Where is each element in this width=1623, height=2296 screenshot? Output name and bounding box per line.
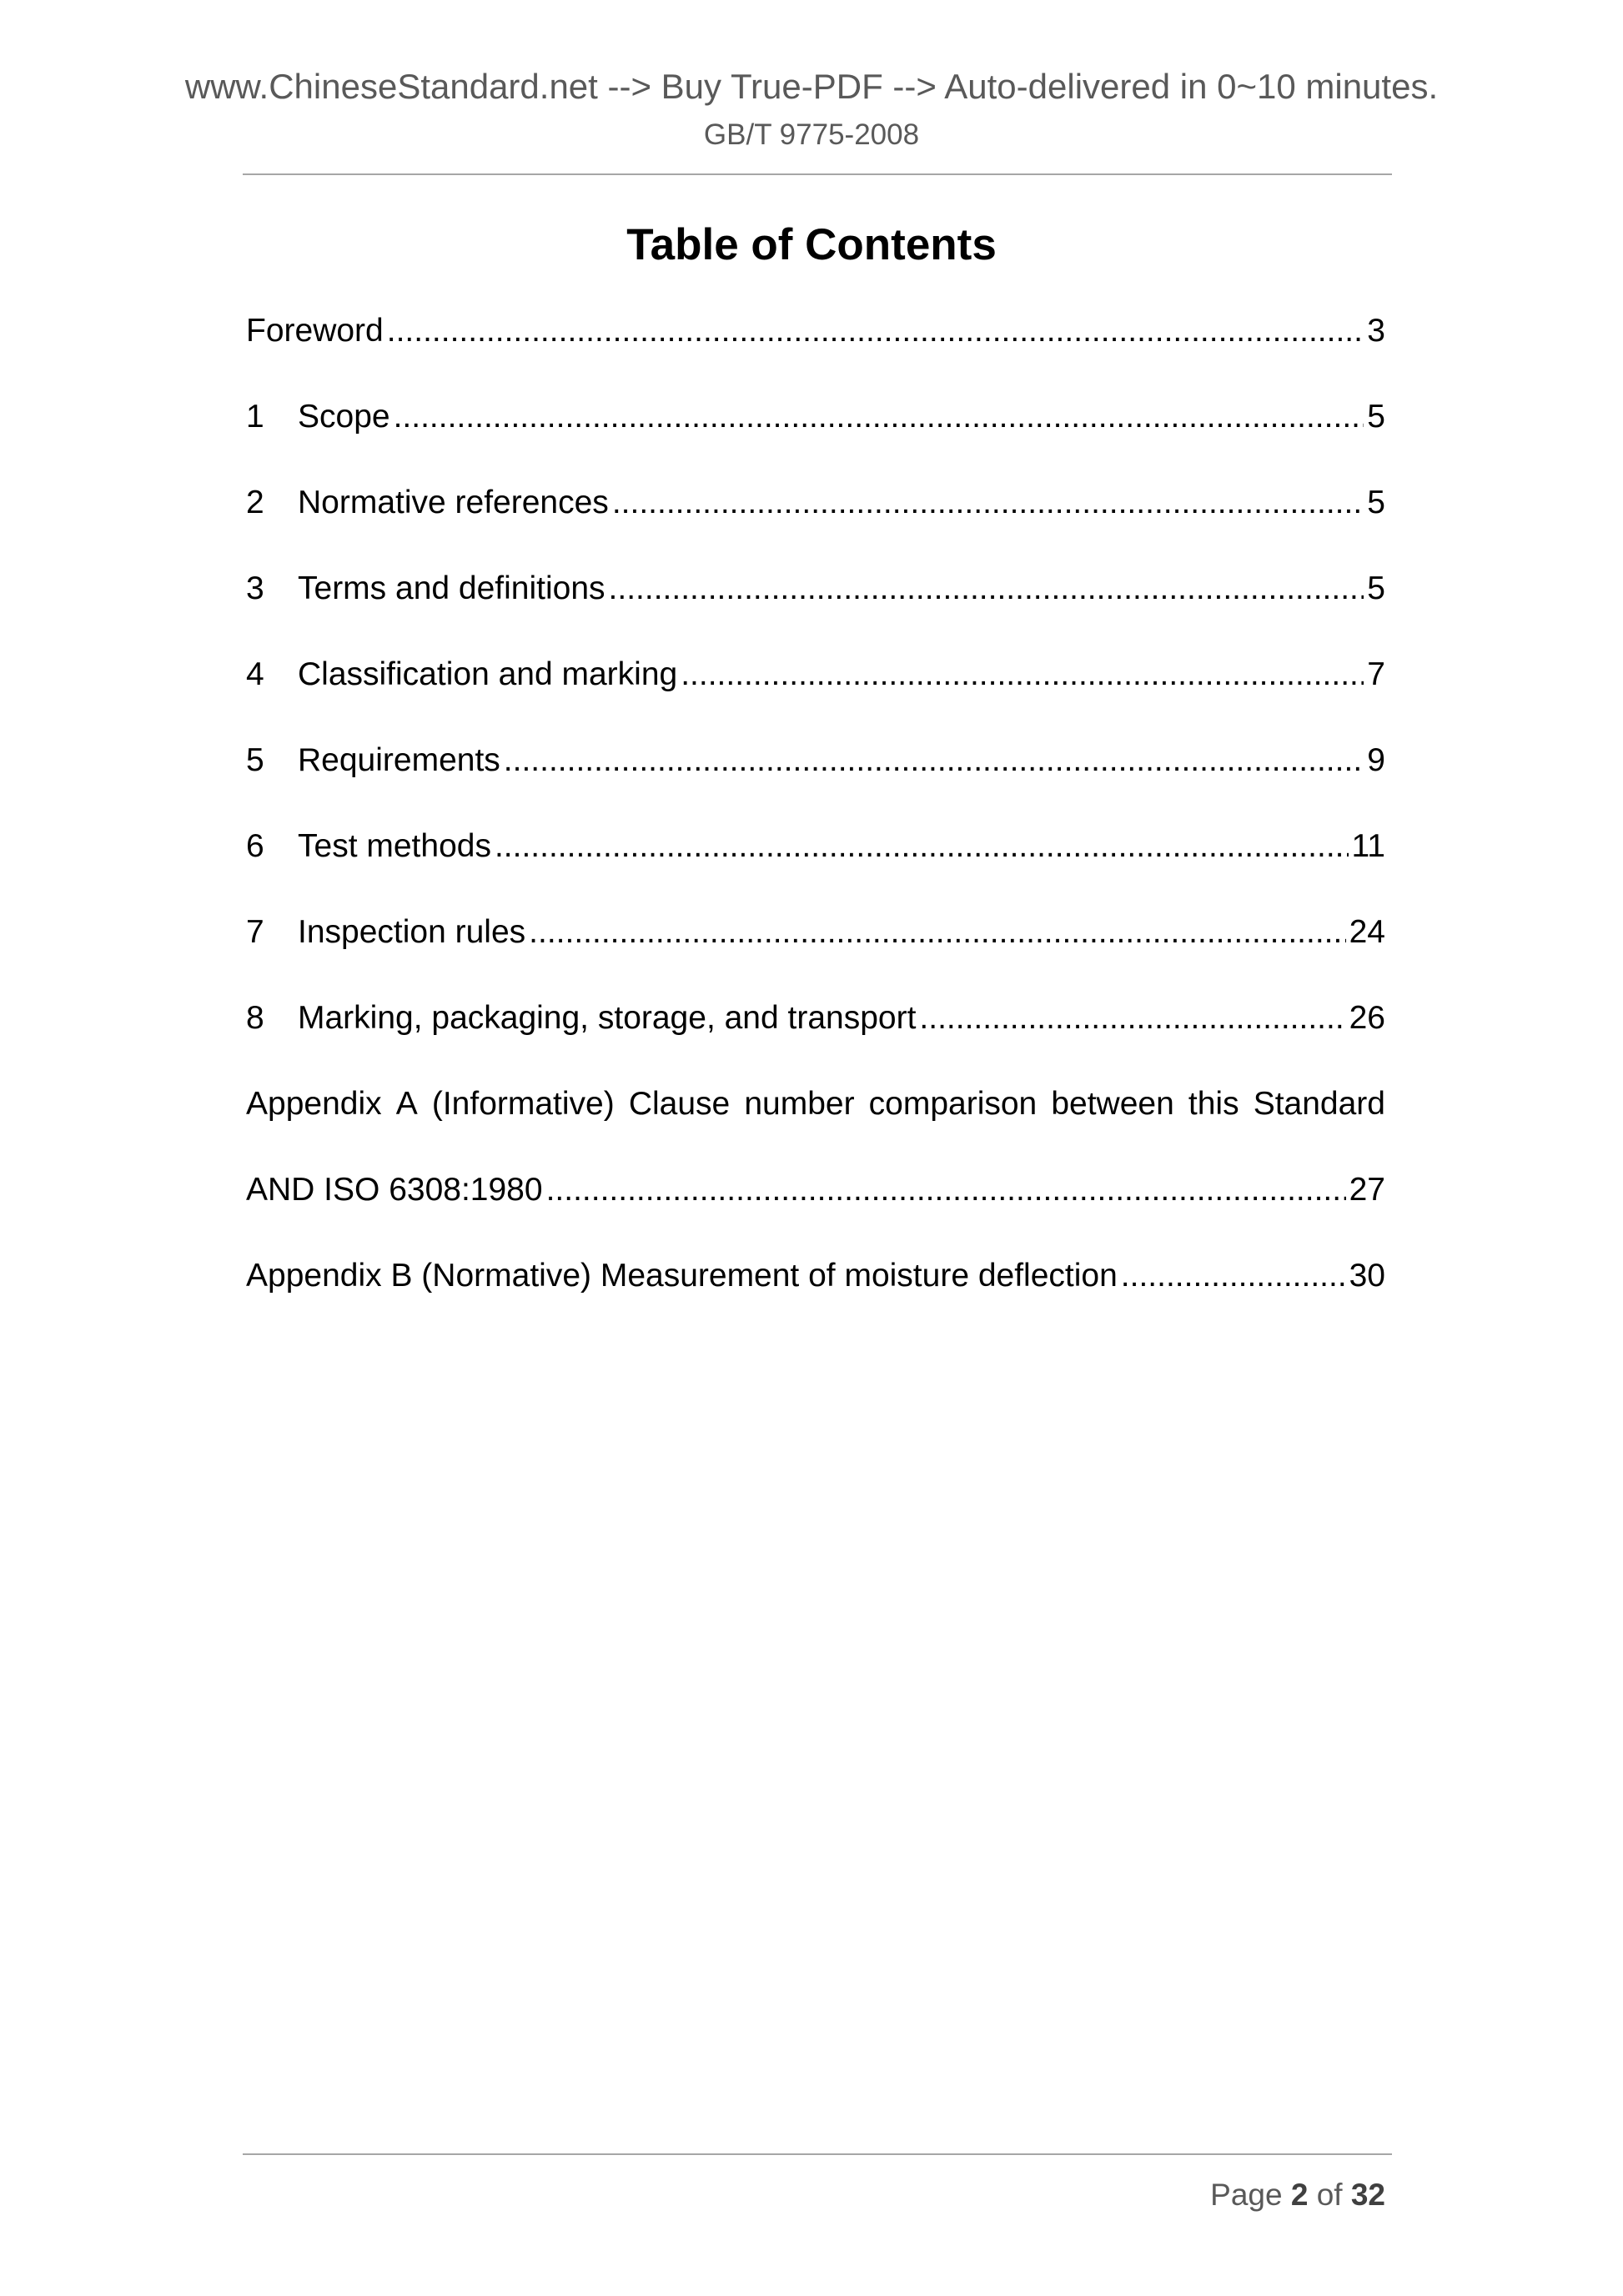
toc-entry-marking-packaging[interactable] — [246, 992, 1385, 1078]
toc-word: Clause — [628, 1086, 731, 1122]
toc-leader-dots — [612, 476, 1364, 530]
table-of-contents — [246, 304, 1385, 1335]
footer-divider — [243, 2153, 1392, 2155]
toc-leader-dots — [387, 304, 1364, 358]
toc-entry-appendix-a-continued[interactable] — [246, 1163, 1385, 1249]
toc-leader-dots — [681, 648, 1364, 701]
toc-entry-label: Normative references — [298, 485, 609, 520]
toc-word: between — [1051, 1086, 1174, 1122]
toc-entry-page: 30 — [1349, 1258, 1385, 1294]
toc-entry-terms-and-definitions[interactable] — [246, 562, 1385, 648]
toc-entry-scope[interactable] — [246, 390, 1385, 476]
toc-word: A — [395, 1086, 418, 1122]
page-current: 2 — [1290, 2178, 1309, 2212]
toc-entry-label: Inspection rules — [298, 914, 526, 950]
toc-entry-number: 2 — [246, 485, 264, 520]
page-total: 32 — [1350, 2178, 1385, 2212]
toc-entry-label: Terms and definitions — [298, 570, 605, 606]
toc-entry-label: AND ISO 6308:1980 — [246, 1172, 543, 1208]
toc-entry-appendix-a[interactable] — [246, 1078, 1385, 1163]
toc-entry-page: 24 — [1349, 914, 1385, 950]
toc-entry-number: 7 — [246, 914, 264, 950]
toc-entry-requirements[interactable] — [246, 734, 1385, 820]
toc-leader-dots — [609, 562, 1364, 615]
toc-entry-label: Foreword — [246, 313, 384, 349]
toc-entry-page: 5 — [1367, 570, 1385, 606]
toc-entry-label: Requirements — [298, 742, 500, 778]
toc-leader-dots — [394, 390, 1364, 444]
toc-entry-normative-references[interactable] — [246, 476, 1385, 562]
header-divider — [243, 173, 1392, 175]
toc-entry-classification-and-marking[interactable] — [246, 648, 1385, 734]
toc-word: comparison — [868, 1086, 1038, 1122]
toc-entry-page: 7 — [1367, 656, 1385, 692]
toc-entry-label: Classification and marking — [298, 656, 678, 692]
toc-entry-label: Marking, packaging, storage, and transport — [298, 1000, 917, 1036]
header-source-link[interactable]: www.ChineseStandard.net --> Buy True-PDF --> Auto-delivered in 0~10 minutes. — [184, 67, 1439, 106]
toc-leader-dots — [504, 734, 1364, 787]
toc-entry-number: 4 — [246, 656, 264, 692]
toc-entry-page: 26 — [1349, 1000, 1385, 1036]
page-title: Table of Contents — [626, 220, 997, 269]
toc-entry-page: 9 — [1367, 742, 1385, 778]
toc-entry-page: 3 — [1367, 313, 1385, 349]
toc-entry-appendix-b[interactable] — [246, 1249, 1385, 1335]
toc-entry-label: Appendix B (Normative) Measurement of moisture deflection — [246, 1258, 1118, 1294]
toc-word: number — [744, 1086, 855, 1122]
toc-word: this — [1188, 1086, 1239, 1122]
toc-entry-foreword[interactable] — [246, 304, 1385, 390]
page-prefix: Page — [1210, 2178, 1283, 2212]
page-number — [1210, 2175, 1385, 2215]
toc-entry-label: Scope — [298, 399, 390, 435]
toc-entry-page: 5 — [1367, 399, 1385, 435]
toc-entry-number: 8 — [246, 1000, 264, 1036]
toc-entry-inspection-rules[interactable] — [246, 906, 1385, 992]
toc-entry-number: 5 — [246, 742, 264, 778]
toc-leader-dots — [546, 1163, 1346, 1217]
toc-word: Appendix — [246, 1086, 382, 1122]
toc-leader-dots — [495, 820, 1349, 873]
toc-entry-page: 27 — [1349, 1172, 1385, 1208]
toc-entry-number: 1 — [246, 399, 264, 435]
toc-entry-number: 6 — [246, 828, 264, 864]
toc-leader-dots — [1121, 1249, 1346, 1303]
toc-entry-label: Test methods — [298, 828, 491, 864]
toc-word: Standard — [1253, 1086, 1385, 1122]
toc-leader-dots — [919, 992, 1345, 1045]
toc-entry-test-methods[interactable] — [246, 820, 1385, 906]
header-standard-code: GB/T 9775-2008 — [703, 118, 920, 151]
toc-entry-page: 11 — [1351, 828, 1385, 864]
toc-entry-page: 5 — [1367, 485, 1385, 520]
toc-entry-label-justified — [246, 1078, 1385, 1131]
toc-leader-dots — [529, 906, 1345, 959]
toc-word: (Informative) — [431, 1086, 615, 1122]
page-of: of — [1316, 2178, 1343, 2212]
toc-entry-number: 3 — [246, 570, 264, 606]
